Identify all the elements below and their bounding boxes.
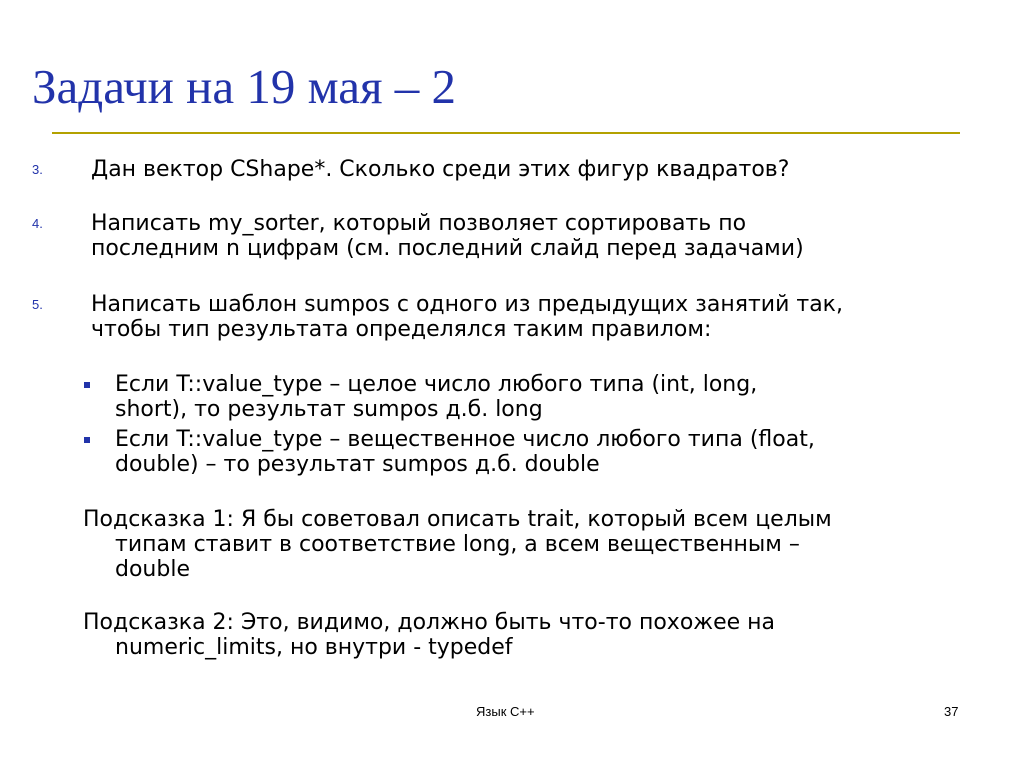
task-text-5-line-1: Написать шаблон sumpos с одного из предыдущих занятий так, (91, 292, 843, 317)
hint-2-line-2: numeric_limits, но внутри - typedef (115, 635, 513, 660)
task-text-4-line-2: последним n цифрам (см. последний слайд перед задачами) (91, 236, 804, 261)
hint-1-line-2: типам ставит в соответствие long, а всем вещественным – (115, 532, 800, 557)
square-bullet-icon (84, 382, 90, 388)
title-divider (52, 132, 960, 134)
hint-2 (83, 610, 983, 660)
task-number-4: 4. (32, 216, 43, 231)
rule-bullet-floating-line-2: double) – то результат sumpos д.б. double (115, 452, 600, 477)
task-number-5: 5. (32, 297, 43, 312)
rule-bullet-integer (115, 372, 975, 422)
hint-1 (83, 507, 983, 582)
task-item-5 (32, 292, 991, 342)
hint-2-line-1: Подсказка 2: Это, видимо, должно быть что-то похожее на (83, 610, 776, 635)
square-bullet-icon (84, 437, 90, 443)
rule-bullet-integer-line-1: Если T::value_type – целое число любого типа (int, long, (115, 372, 758, 397)
hint-1-line-3: double (115, 557, 190, 582)
task-item-3 (32, 157, 991, 182)
footer-course-title: Язык С++ (476, 704, 535, 719)
hint-1-line-1: Подсказка 1: Я бы советовал описать trait, который всем целым (83, 507, 832, 532)
task-text-5-line-2: чтобы тип результата определялся таким правилом: (91, 317, 712, 342)
rule-bullet-integer-line-2: short), то результат sumpos д.б. long (115, 397, 543, 422)
task-text-4-line-1: Написать my_sorter, который позволяет сортировать по (91, 211, 747, 236)
task-text-3-line-1: Дан вектор CShape*. Сколько среди этих фигур квадратов? (91, 157, 790, 182)
rule-bullet-floating (115, 427, 975, 477)
slide-page-number: 37 (944, 704, 959, 719)
task-item-4 (32, 211, 991, 261)
slide-title: Задачи на 19 мая – 2 (32, 59, 457, 114)
task-number-3: 3. (32, 162, 43, 177)
rule-bullet-floating-line-1: Если T::value_type – вещественное число любого типа (float, (115, 427, 815, 452)
